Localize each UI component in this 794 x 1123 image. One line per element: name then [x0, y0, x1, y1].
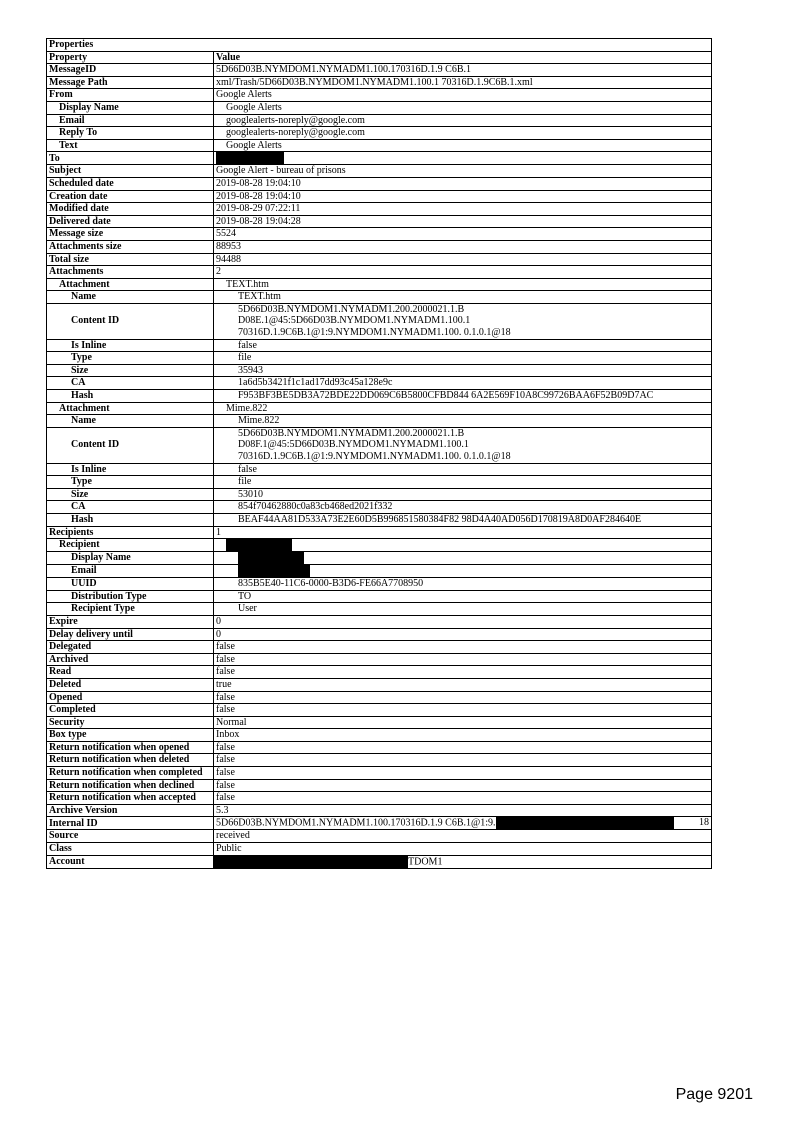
table-row: [47, 165, 712, 178]
property-value: [214, 278, 712, 291]
property-name: Distribution Type: [47, 590, 214, 603]
property-value: [214, 792, 712, 805]
table-row: [47, 729, 712, 742]
table-row: [47, 278, 712, 291]
value-text: 2019-08-28 19:04:10: [216, 177, 301, 189]
table-row: [47, 779, 712, 792]
value-line: 70316D.1.9C6B.1@1:9.NYMDOM1.NYMADM1.100. 0.1.0.1@18: [238, 327, 511, 339]
property-name: Hash: [47, 390, 214, 403]
table-row: [47, 488, 712, 501]
table-row: [47, 253, 712, 266]
table-row: [47, 526, 712, 539]
value-text: 854f70462880c0a83cb468ed2021f332: [238, 501, 393, 513]
property-value: [214, 653, 712, 666]
property-value: [214, 615, 712, 628]
property-value: [214, 352, 712, 365]
property-value: [214, 266, 712, 279]
value-text: Google Alerts: [216, 89, 272, 101]
property-name: Recipient Type: [47, 603, 214, 616]
property-value: [214, 76, 712, 89]
property-value: [214, 228, 712, 241]
property-name: Attachments size: [47, 240, 214, 253]
table-row: [47, 691, 712, 704]
value-text: 1a6d5b3421f1c1ad17dd93c45a128e9c: [238, 377, 393, 389]
property-value: [214, 339, 712, 352]
property-name: Return notification when completed: [47, 767, 214, 780]
value-text: 5.3: [216, 804, 229, 816]
value-tail: TDOM1: [408, 855, 443, 867]
table-row: [47, 390, 712, 403]
property-name: Return notification when declined: [47, 779, 214, 792]
table-row: [47, 190, 712, 203]
table-row: [47, 101, 712, 114]
redaction-block: [216, 152, 284, 164]
value-text: TEXT.htm: [238, 291, 281, 303]
property-name: To: [47, 152, 214, 165]
property-value: [214, 729, 712, 742]
property-name: Modified date: [47, 203, 214, 216]
table-row: [47, 177, 712, 190]
value-text: false: [216, 754, 235, 766]
value-line: 5D66D03B.NYMDOM1.NYMADM1.200.2000021.1.B: [238, 427, 465, 439]
property-name: Deleted: [47, 678, 214, 691]
table-row: [47, 666, 712, 679]
property-name: Return notification when accepted: [47, 792, 214, 805]
table-row: [47, 615, 712, 628]
value-text: 88953: [216, 240, 241, 252]
table-row: [47, 139, 712, 152]
property-value: [214, 291, 712, 304]
value-text: Public: [216, 843, 242, 855]
property-value: [214, 603, 712, 616]
property-value: [214, 152, 712, 165]
redaction-block: [238, 552, 304, 564]
table-row: [47, 303, 712, 339]
property-value: [214, 552, 712, 565]
property-name: Type: [47, 352, 214, 365]
value-text: Mime.822: [238, 415, 280, 427]
table-row: [47, 804, 712, 817]
property-name: Box type: [47, 729, 214, 742]
property-name: Recipients: [47, 526, 214, 539]
property-value: [214, 767, 712, 780]
property-value: [214, 402, 712, 415]
value-text: false: [216, 653, 235, 665]
property-value: [214, 253, 712, 266]
table-row: [47, 266, 712, 279]
property-name: Class: [47, 843, 214, 856]
value-text: false: [238, 339, 257, 351]
value-line: D08E.1@45:5D66D03B.NYMDOM1.NYMADM1.100.1: [238, 315, 471, 327]
property-value: [214, 691, 712, 704]
property-value: [214, 526, 712, 539]
value-text: false: [216, 792, 235, 804]
value-line: 5D66D03B.NYMDOM1.NYMADM1.200.2000021.1.B: [238, 303, 465, 315]
table-row: [47, 377, 712, 390]
value-text: false: [216, 767, 235, 779]
value-text: 5D66D03B.NYMDOM1.NYMADM1.100.170316D.1.9 C6B.1: [216, 64, 472, 76]
value-text: TEXT.htm: [226, 278, 269, 290]
table-row: [47, 127, 712, 140]
property-value: [214, 427, 712, 463]
value-text: 2019-08-28 19:04:28: [216, 215, 301, 227]
property-name: Display Name: [47, 101, 214, 114]
property-name: Size: [47, 364, 214, 377]
property-value: [214, 817, 712, 830]
property-name: Content ID: [47, 303, 214, 339]
property-value: [214, 830, 712, 843]
property-name: MessageID: [47, 64, 214, 77]
property-value: [214, 390, 712, 403]
table-row: [47, 628, 712, 641]
property-name: Name: [47, 415, 214, 428]
table-row: [47, 754, 712, 767]
property-name: UUID: [47, 578, 214, 591]
value-text: 0: [216, 615, 221, 627]
table-row: [47, 352, 712, 365]
page-number: Page 9201: [675, 1086, 753, 1103]
property-value: [214, 240, 712, 253]
table-row: [47, 603, 712, 616]
table-row: [47, 203, 712, 216]
table-row: [47, 89, 712, 102]
value-text: 2019-08-28 19:04:10: [216, 190, 301, 202]
table-row: [47, 501, 712, 514]
value-text: false: [216, 779, 235, 791]
value-text: false: [216, 641, 235, 653]
value-text: Google Alert - bureau of prisons: [216, 165, 346, 177]
property-value: [214, 463, 712, 476]
property-value: [214, 488, 712, 501]
properties-table: [46, 38, 712, 869]
property-value: [214, 89, 712, 102]
property-value: [214, 578, 712, 591]
value-tail: 18: [699, 817, 709, 829]
property-name: Scheduled date: [47, 177, 214, 190]
property-value: [214, 215, 712, 228]
property-name: Archived: [47, 653, 214, 666]
property-name: Text: [47, 139, 214, 152]
property-value: [214, 754, 712, 767]
value-text: Google Alerts: [226, 101, 282, 113]
property-value: [214, 101, 712, 114]
property-name: Internal ID: [47, 817, 214, 830]
table-row: [47, 641, 712, 654]
value-text: 0: [216, 628, 221, 640]
value-text: Mime.822: [226, 402, 268, 414]
property-name: Archive Version: [47, 804, 214, 817]
property-value: [214, 855, 712, 868]
property-name: Attachments: [47, 266, 214, 279]
value-text: xml/Trash/5D66D03B.NYMDOM1.NYMADM1.100.1 70316D.1.9C6B.1.xml: [216, 76, 533, 88]
value-text: false: [216, 666, 235, 678]
property-name: Completed: [47, 704, 214, 717]
value-text: F953BF3BE5DB3A72BDE22DD069C6B5800CFBD844 6A2E569F10A8C99726BAA6F52B09D7AC: [238, 390, 654, 402]
property-value: [214, 165, 712, 178]
value-text: 94488: [216, 253, 241, 265]
property-name: Delegated: [47, 641, 214, 654]
property-value: [214, 127, 712, 140]
column-header-value: Value: [214, 51, 712, 64]
property-value: [214, 415, 712, 428]
redaction-block: [496, 817, 674, 829]
table-row: [47, 539, 712, 552]
table-row: [47, 291, 712, 304]
value-line: D08F.1@45:5D66D03B.NYMDOM1.NYMADM1.100.1: [238, 439, 469, 451]
value-line: 70316D.1.9C6B.1@1:9.NYMDOM1.NYMADM1.100. 0.1.0.1@18: [238, 451, 511, 462]
value-text: User: [238, 603, 257, 615]
property-value: [214, 64, 712, 77]
table-row: [47, 817, 712, 830]
property-name: Delivered date: [47, 215, 214, 228]
value-text: Inbox: [216, 729, 240, 741]
property-value: [214, 513, 712, 526]
table-title: Properties: [47, 39, 712, 52]
table-row: [47, 843, 712, 856]
value-text: received: [216, 830, 250, 842]
property-name: Return notification when opened: [47, 741, 214, 754]
property-value: [214, 377, 712, 390]
property-name: Message size: [47, 228, 214, 241]
redaction-block: [214, 856, 408, 868]
property-name: Expire: [47, 615, 214, 628]
table-header-row: [47, 51, 712, 64]
value-text: 35943: [238, 364, 263, 376]
value-text: 53010: [238, 488, 263, 500]
table-row: [47, 339, 712, 352]
property-name: Message Path: [47, 76, 214, 89]
value-text: 5524: [216, 228, 236, 240]
value-text: 2019-08-29 07:22:11: [216, 203, 301, 215]
property-value: [214, 114, 712, 127]
table-row: [47, 228, 712, 241]
value-text: file: [238, 476, 252, 488]
table-row: [47, 240, 712, 253]
property-value: [214, 476, 712, 489]
property-value: [214, 565, 712, 578]
value-text: false: [216, 704, 235, 716]
table-row: [47, 855, 712, 868]
property-name: Email: [47, 565, 214, 578]
value-text: 835B5E40-11C6-0000-B3D6-FE66A7708950: [238, 578, 424, 590]
property-name: Subject: [47, 165, 214, 178]
table-title-row: [47, 39, 712, 52]
value-text: 5D66D03B.NYMDOM1.NYMADM1.100.170316D.1.9 C6B.1@1:9.: [216, 817, 496, 829]
property-value: [214, 628, 712, 641]
property-name: Is Inline: [47, 463, 214, 476]
property-name: Reply To: [47, 127, 214, 140]
property-name: Recipient: [47, 539, 214, 552]
value-text: file: [238, 352, 252, 364]
property-name: Hash: [47, 513, 214, 526]
value-text: googlealerts-noreply@google.com: [226, 114, 365, 126]
property-name: CA: [47, 501, 214, 514]
table-row: [47, 114, 712, 127]
table-row: [47, 463, 712, 476]
property-name: Size: [47, 488, 214, 501]
property-value: [214, 779, 712, 792]
property-name: Security: [47, 716, 214, 729]
property-name: Attachment: [47, 278, 214, 291]
property-name: Source: [47, 830, 214, 843]
property-value: [214, 678, 712, 691]
value-text: BEAF44AA81D533A73E2E60D5B996851580384F82 98D4A40AD056D170819A8D0AF284640E: [238, 513, 642, 525]
property-name: Email: [47, 114, 214, 127]
property-name: Attachment: [47, 402, 214, 415]
property-name: Account: [47, 855, 214, 868]
property-name: Read: [47, 666, 214, 679]
property-value: [214, 303, 712, 339]
table-row: [47, 704, 712, 717]
table-row: [47, 76, 712, 89]
value-text: TO: [238, 590, 252, 602]
property-value: [214, 641, 712, 654]
property-name: Total size: [47, 253, 214, 266]
property-value: [214, 364, 712, 377]
table-row: [47, 152, 712, 165]
table-row: [47, 476, 712, 489]
table-row: [47, 716, 712, 729]
table-row: [47, 578, 712, 591]
property-value: [214, 716, 712, 729]
table-row: [47, 767, 712, 780]
property-value: [214, 539, 712, 552]
property-name: Return notification when deleted: [47, 754, 214, 767]
property-value: [214, 139, 712, 152]
table-row: [47, 741, 712, 754]
table-row: [47, 653, 712, 666]
redaction-block: [226, 539, 292, 551]
property-name: Type: [47, 476, 214, 489]
table-row: [47, 678, 712, 691]
value-text: 2: [216, 266, 221, 278]
property-value: [214, 666, 712, 679]
property-name: CA: [47, 377, 214, 390]
property-name: Delay delivery until: [47, 628, 214, 641]
property-value: [214, 804, 712, 817]
property-value: [214, 501, 712, 514]
property-value: [214, 590, 712, 603]
value-text: false: [238, 463, 257, 475]
table-row: [47, 427, 712, 463]
table-row: [47, 513, 712, 526]
value-text: Normal: [216, 716, 247, 728]
table-row: [47, 552, 712, 565]
value-text: false: [216, 741, 235, 753]
property-name: Name: [47, 291, 214, 304]
value-text: true: [216, 678, 232, 690]
table-row: [47, 830, 712, 843]
property-value: [214, 704, 712, 717]
value-text: Google Alerts: [226, 139, 282, 151]
property-name: Creation date: [47, 190, 214, 203]
redaction-block: [238, 565, 310, 577]
property-value: [214, 190, 712, 203]
value-text: false: [216, 691, 235, 703]
table-row: [47, 402, 712, 415]
property-name: Display Name: [47, 552, 214, 565]
table-row: [47, 215, 712, 228]
property-value: [214, 843, 712, 856]
column-header-property: Property: [47, 51, 214, 64]
property-value: [214, 203, 712, 216]
table-row: [47, 64, 712, 77]
value-text: googlealerts-noreply@google.com: [226, 127, 365, 139]
property-name: Opened: [47, 691, 214, 704]
property-value: [214, 741, 712, 754]
property-value: [214, 177, 712, 190]
table-row: [47, 364, 712, 377]
table-row: [47, 565, 712, 578]
property-name: Is Inline: [47, 339, 214, 352]
table-row: [47, 590, 712, 603]
value-text: 1: [216, 526, 221, 538]
table-row: [47, 415, 712, 428]
table-row: [47, 792, 712, 805]
property-name: From: [47, 89, 214, 102]
property-name: Content ID: [47, 427, 214, 463]
